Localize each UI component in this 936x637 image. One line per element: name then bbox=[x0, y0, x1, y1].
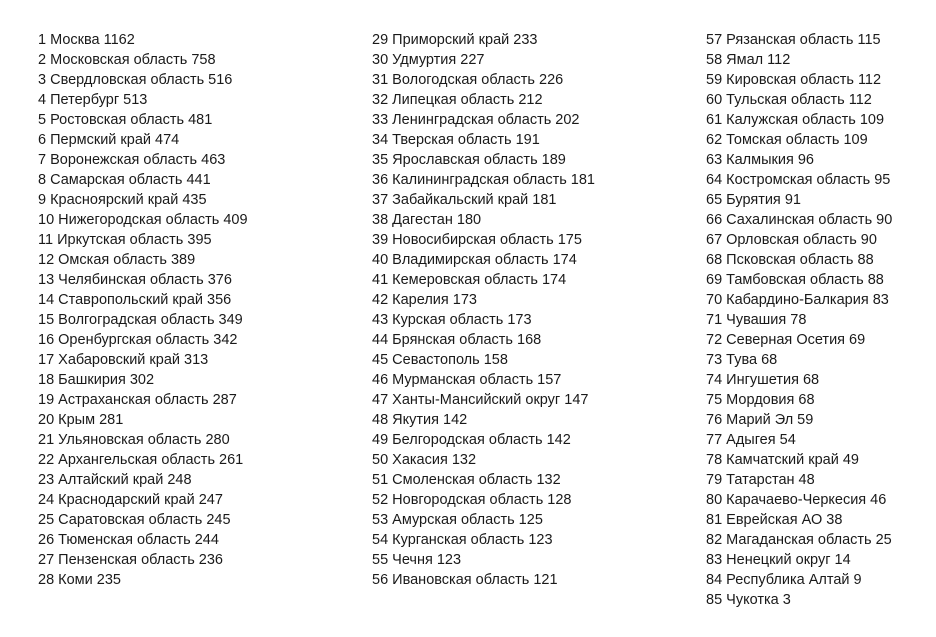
list-item: 85 Чукотка 3 bbox=[706, 592, 791, 608]
list-item: 56 Ивановская область 121 bbox=[372, 572, 558, 588]
list-item: 1 Москва 1162 bbox=[38, 32, 135, 48]
list-item: 74 Ингушетия 68 bbox=[706, 372, 820, 388]
list-item: 9 Красноярский край 435 bbox=[38, 192, 207, 208]
list-item: 47 Ханты-Мансийский округ 147 bbox=[372, 392, 589, 408]
list-item: 46 Мурманская область 157 bbox=[372, 372, 562, 388]
list-item: 36 Калининградская область 181 bbox=[372, 172, 595, 188]
list-item: 76 Марий Эл 59 bbox=[706, 412, 814, 428]
list-item: 81 Еврейская АО 38 bbox=[706, 512, 843, 528]
list-item: 37 Забайкальский край 181 bbox=[372, 192, 557, 208]
list-item: 70 Кабардино-Балкария 83 bbox=[706, 292, 889, 308]
list-item: 69 Тамбовская область 88 bbox=[706, 272, 884, 288]
list-item: 42 Карелия 173 bbox=[372, 292, 477, 308]
list-item: 66 Сахалинская область 90 bbox=[706, 212, 893, 228]
list-item: 23 Алтайский край 248 bbox=[38, 472, 192, 488]
list-item: 65 Бурятия 91 bbox=[706, 192, 801, 208]
list-item: 7 Воронежская область 463 bbox=[38, 152, 226, 168]
list-item: 75 Мордовия 68 bbox=[706, 392, 815, 408]
list-item: 32 Липецкая область 212 bbox=[372, 92, 543, 108]
list-item: 60 Тульская область 112 bbox=[706, 92, 872, 108]
list-item: 78 Камчатский край 49 bbox=[706, 452, 859, 468]
list-item: 50 Хакасия 132 bbox=[372, 452, 477, 468]
list-item: 26 Тюменская область 244 bbox=[38, 532, 219, 548]
list-item: 73 Тува 68 bbox=[706, 352, 778, 368]
list-item: 44 Брянская область 168 bbox=[372, 332, 542, 348]
list-item: 13 Челябинская область 376 bbox=[38, 272, 232, 288]
list-item: 45 Севастополь 158 bbox=[372, 352, 508, 368]
list-item: 34 Тверская область 191 bbox=[372, 132, 540, 148]
list-item: 53 Амурская область 125 bbox=[372, 512, 543, 528]
list-item: 24 Краснодарский край 247 bbox=[38, 492, 223, 508]
list-item: 39 Новосибирская область 175 bbox=[372, 232, 582, 248]
list-item: 18 Башкирия 302 bbox=[38, 372, 155, 388]
list-item: 20 Крым 281 bbox=[38, 412, 124, 428]
list-item: 6 Пермский край 474 bbox=[38, 132, 180, 148]
list-item: 68 Псковская область 88 bbox=[706, 252, 874, 268]
list-item: 22 Архангельская область 261 bbox=[38, 452, 244, 468]
list-item: 35 Ярославская область 189 bbox=[372, 152, 566, 168]
list-item: 57 Рязанская область 115 bbox=[706, 32, 881, 48]
list-item: 2 Московская область 758 bbox=[38, 52, 216, 68]
region-list-column-3 bbox=[706, 30, 892, 610]
list-item: 16 Оренбургская область 342 bbox=[38, 332, 238, 348]
list-item: 64 Костромская область 95 bbox=[706, 172, 891, 188]
list-item: 3 Свердловская область 516 bbox=[38, 72, 233, 88]
list-item: 84 Республика Алтай 9 bbox=[706, 572, 862, 588]
list-item: 33 Ленинградская область 202 bbox=[372, 112, 580, 128]
list-item: 48 Якутия 142 bbox=[372, 412, 468, 428]
list-item: 30 Удмуртия 227 bbox=[372, 52, 485, 68]
list-item: 61 Калужская область 109 bbox=[706, 112, 885, 128]
list-item: 63 Калмыкия 96 bbox=[706, 152, 814, 168]
list-item: 29 Приморский край 233 bbox=[372, 32, 538, 48]
region-list-column-1 bbox=[38, 30, 248, 590]
region-list-column-2 bbox=[372, 30, 595, 590]
list-item: 79 Татарстан 48 bbox=[706, 472, 815, 488]
list-item: 5 Ростовская область 481 bbox=[38, 112, 213, 128]
list-item: 71 Чувашия 78 bbox=[706, 312, 807, 328]
list-item: 14 Ставропольский край 356 bbox=[38, 292, 232, 308]
list-item: 38 Дагестан 180 bbox=[372, 212, 482, 228]
list-item: 43 Курская область 173 bbox=[372, 312, 532, 328]
list-item: 80 Карачаево-Черкесия 46 bbox=[706, 492, 887, 508]
list-item: 41 Кемеровская область 174 bbox=[372, 272, 567, 288]
list-item: 17 Хабаровский край 313 bbox=[38, 352, 209, 368]
list-item: 21 Ульяновская область 280 bbox=[38, 432, 230, 448]
list-item: 51 Смоленская область 132 bbox=[372, 472, 561, 488]
list-item: 11 Иркутская область 395 bbox=[38, 232, 212, 248]
list-item: 10 Нижегородская область 409 bbox=[38, 212, 248, 228]
list-item: 67 Орловская область 90 bbox=[706, 232, 877, 248]
list-item: 62 Томская область 109 bbox=[706, 132, 868, 148]
list-item: 4 Петербург 513 bbox=[38, 92, 148, 108]
list-item: 31 Вологодская область 226 bbox=[372, 72, 564, 88]
list-item: 40 Владимирская область 174 bbox=[372, 252, 577, 268]
list-item: 59 Кировская область 112 bbox=[706, 72, 882, 88]
list-item: 83 Ненецкий округ 14 bbox=[706, 552, 851, 568]
list-item: 12 Омская область 389 bbox=[38, 252, 196, 268]
list-item: 58 Ямал 112 bbox=[706, 52, 791, 68]
list-item: 54 Курганская область 123 bbox=[372, 532, 553, 548]
list-item: 15 Волгоградская область 349 bbox=[38, 312, 243, 328]
list-item: 77 Адыгея 54 bbox=[706, 432, 796, 448]
list-item: 19 Астраханская область 287 bbox=[38, 392, 237, 408]
list-item: 8 Самарская область 441 bbox=[38, 172, 211, 188]
list-item: 25 Саратовская область 245 bbox=[38, 512, 231, 528]
list-item: 49 Белгородская область 142 bbox=[372, 432, 571, 448]
list-item: 52 Новгородская область 128 bbox=[372, 492, 572, 508]
list-item: 28 Коми 235 bbox=[38, 572, 121, 588]
list-item: 82 Магаданская область 25 bbox=[706, 532, 892, 548]
list-item: 72 Северная Осетия 69 bbox=[706, 332, 866, 348]
list-item: 27 Пензенская область 236 bbox=[38, 552, 223, 568]
list-item: 55 Чечня 123 bbox=[372, 552, 462, 568]
